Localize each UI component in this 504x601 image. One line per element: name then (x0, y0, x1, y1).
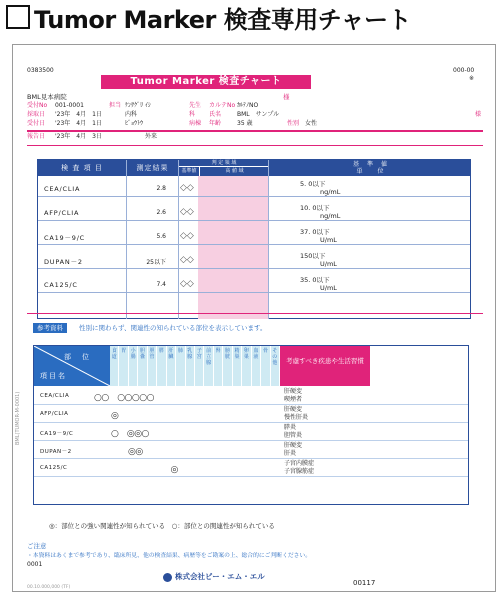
info-row-received (27, 119, 483, 128)
item-name: CA19－9/C (40, 431, 74, 437)
organ-column-label: 食道 (110, 346, 119, 386)
charge-doctor: ｹﾝｻｸﾞﾘ ｲｼ (125, 102, 151, 109)
judge-label: 判 定 領 域 (179, 160, 269, 167)
ref-value: 10. 0以下 (300, 204, 330, 212)
result-row (38, 180, 470, 197)
divider (27, 313, 483, 314)
label-sex: 性別 (287, 120, 300, 127)
judge-marks: ◇◇ (180, 183, 194, 193)
report-form (12, 44, 496, 592)
disease-list (284, 424, 302, 440)
organ-column-label: 小腸 (129, 346, 138, 386)
organ-column-label: 胃 (119, 346, 128, 386)
disease: 胆管炎 (284, 432, 303, 439)
disease: 肝炎 (284, 450, 297, 457)
report-title: Tumor Marker 検査チャート (101, 75, 311, 89)
patient-name: BML サンプル (237, 111, 280, 118)
collection-date: '23年 4月 1日 (55, 111, 102, 118)
organ-marks: ○ ◎◎○ (94, 429, 149, 439)
form-code: 0383500 (27, 67, 54, 74)
disease: 膵炎 (284, 424, 297, 431)
reception-no: 001-0001 (55, 102, 84, 109)
result-row (38, 204, 470, 221)
label-department: 科 (189, 111, 196, 118)
ref-value: 5. 0以下 (300, 180, 326, 188)
disease: 喫煙者 (284, 396, 303, 403)
item-reference (300, 180, 340, 196)
ref-unit: U/mL (320, 260, 337, 268)
organ-column-label: 血液 (252, 346, 261, 386)
company-logo (163, 571, 265, 582)
result-row (38, 228, 470, 245)
judge-normal-label: 基準値 (181, 168, 197, 174)
item-name: AFP/CLIA (40, 411, 69, 417)
serial-number: 00117 (353, 579, 376, 587)
disease: 肝硬変 (284, 442, 303, 449)
col-value: 測定結果 (126, 160, 178, 176)
organ-column-label: 卵巣 (242, 346, 251, 386)
name-honorific: 様 (475, 111, 482, 118)
results-table (37, 159, 471, 319)
ref-unit: U/mL (320, 236, 337, 244)
col-reference: 基 準 値 単 位 (268, 160, 472, 176)
disease-list (284, 406, 308, 422)
label-ward: 病棟 (189, 120, 202, 127)
patient-sex: 女性 (305, 120, 318, 127)
item-value: 5.6 (156, 233, 166, 240)
asterisk-mark: ※ (469, 75, 475, 82)
organ-column-label: 骨 (261, 346, 270, 386)
label-age: 年齢 (209, 120, 222, 127)
received-date: '23年 4月 1日 (55, 120, 102, 127)
organ-column-label: 腎 (214, 346, 223, 386)
reference-label: 参考資料 (33, 323, 67, 333)
company-mark-icon (163, 573, 172, 582)
reference-note: 性別に関わらず、関連性の知られている部位を表示しています。 (79, 324, 267, 332)
ref-unit: ng/mL (320, 188, 341, 196)
reference-row (34, 424, 468, 441)
organ-column-label: 胆嚢 (138, 346, 147, 386)
result-row (38, 276, 470, 293)
hospital-name: BML見本病院 (27, 93, 67, 101)
label-received-date: 受付日 (27, 120, 46, 127)
organ-column-label: 胆管 (148, 346, 157, 386)
item-reference (300, 228, 337, 244)
honorific-label: 様 (283, 93, 290, 101)
organ-columns (110, 346, 280, 386)
label-charge: 担当 (109, 102, 122, 109)
organ-column-label: 膵 (157, 346, 166, 386)
item-name: CEA/CLIA (44, 185, 81, 193)
disease: 子宮腺筋症 (284, 468, 315, 475)
item-name: CEA/CLIA (40, 393, 70, 399)
label-doctor: 先生 (189, 102, 202, 109)
judge-marks: ◇◇ (180, 279, 194, 289)
item-name: CA125/C (40, 465, 68, 471)
label-chart-no: カルテNo (209, 102, 236, 109)
reference-table (33, 345, 469, 505)
item-name: DUPAN－2 (44, 258, 83, 266)
disease: 子宮内膜症 (284, 460, 315, 467)
label-name: 氏名 (209, 111, 222, 118)
label-reception-no: 受付No (27, 102, 48, 109)
item-reference (300, 276, 337, 292)
department: 内科 (125, 111, 138, 118)
checkbox-icon (6, 5, 30, 29)
notice-label: ご注意 (27, 542, 47, 550)
judge-marks: ◇◇ (180, 231, 194, 241)
judge-marks: ◇◇ (180, 255, 194, 265)
organ-header: 部 位 (64, 353, 91, 361)
disease: 肝硬変 (284, 388, 303, 395)
organ-column-label: 肝臓 (167, 346, 176, 386)
label-collection-date: 採取日 (27, 111, 46, 118)
ref-value: 150以下 (300, 252, 326, 260)
organ-column-label: 精巣 (233, 346, 242, 386)
item-value: 2.6 (156, 209, 166, 216)
info-row-report (27, 132, 483, 141)
item-name: AFP/CLIA (44, 209, 80, 217)
organ-marks: ○○ ○○○○○ (94, 393, 154, 403)
ward: ﾋﾞｮｳﾄｳ (125, 120, 144, 127)
result-row (38, 252, 470, 269)
info-row-reception (27, 101, 483, 110)
item-reference (300, 252, 337, 268)
divider (27, 145, 483, 146)
col-judge (178, 160, 268, 176)
item-name: DUPAN－2 (40, 449, 72, 455)
organ-column-label: 肺 (176, 346, 185, 386)
print-code: 00.10.000,000 (TF) (27, 585, 71, 590)
high-value-area (198, 176, 268, 319)
ref-value: 35. 0以下 (300, 276, 330, 284)
reference-row (34, 406, 468, 423)
item-name: CA19－9/C (44, 234, 86, 242)
organ-marks: ◎ (94, 411, 119, 421)
disease-list (284, 388, 302, 404)
disease: 肝硬変 (284, 406, 303, 413)
judge-high-label: 高 値 域 (199, 167, 269, 176)
disease-list (284, 442, 302, 458)
notice-text: ・本資料はあくまで参考であり、臨床所見、他の検査結果、病歴等をご勘案の上、総合的にご判断ください。 (27, 553, 312, 559)
disease-list (284, 460, 314, 476)
page-title: Tumor Marker 検査専用チャート (34, 5, 411, 34)
disease: 慢性肝炎 (284, 414, 309, 421)
footer-code: 0001 (27, 561, 43, 568)
info-row-collection (27, 110, 483, 119)
item-value: 25以下 (146, 259, 166, 266)
report-date: '23年 4月 3日 (55, 133, 102, 140)
chart-no: ｶﾙﾃﾉNO (237, 102, 259, 109)
legend: ◎：部位との強い関連性が知られている ○：部位との関連性が知られている (49, 522, 275, 530)
disease-header: 考慮すべき疾患や生活習慣 (280, 346, 370, 386)
ref-unit: ng/mL (320, 212, 341, 220)
side-code: BML(TUMOR-M-0001) (15, 391, 21, 445)
organ-column-label: 膀胱 (223, 346, 232, 386)
item-name: CA125/C (44, 281, 78, 289)
organ-marks: ◎ (94, 465, 178, 475)
ref-unit: U/mL (320, 284, 337, 292)
ref-value: 37. 0以下 (300, 228, 330, 236)
organ-column-label: 前立腺 (204, 346, 213, 386)
item-header: 項目名 (40, 372, 67, 380)
item-value: 7.4 (156, 281, 166, 288)
reference-row (34, 442, 468, 459)
corner-header (34, 346, 110, 386)
page-header (0, 0, 504, 34)
company-name: 株式会社ビー・エム・エル (175, 572, 265, 581)
judge-marks: ◇◇ (180, 207, 194, 217)
label-report-date: 報告日 (27, 133, 46, 140)
item-value: 2.8 (156, 185, 166, 192)
reference-row (34, 460, 468, 477)
organ-marks: ◎◎ (94, 447, 143, 457)
patient-age: 35 歳 (237, 120, 253, 127)
outpatient: 外来 (145, 133, 158, 140)
col-item: 検 査 項 目 (61, 164, 103, 172)
form-code-right: 000-00 (453, 67, 475, 74)
organ-column-label: 子宮 (195, 346, 204, 386)
organ-column-label: その他 (271, 346, 280, 386)
reference-row (34, 388, 468, 405)
item-reference (300, 204, 340, 220)
organ-column-label: 乳腺 (186, 346, 195, 386)
